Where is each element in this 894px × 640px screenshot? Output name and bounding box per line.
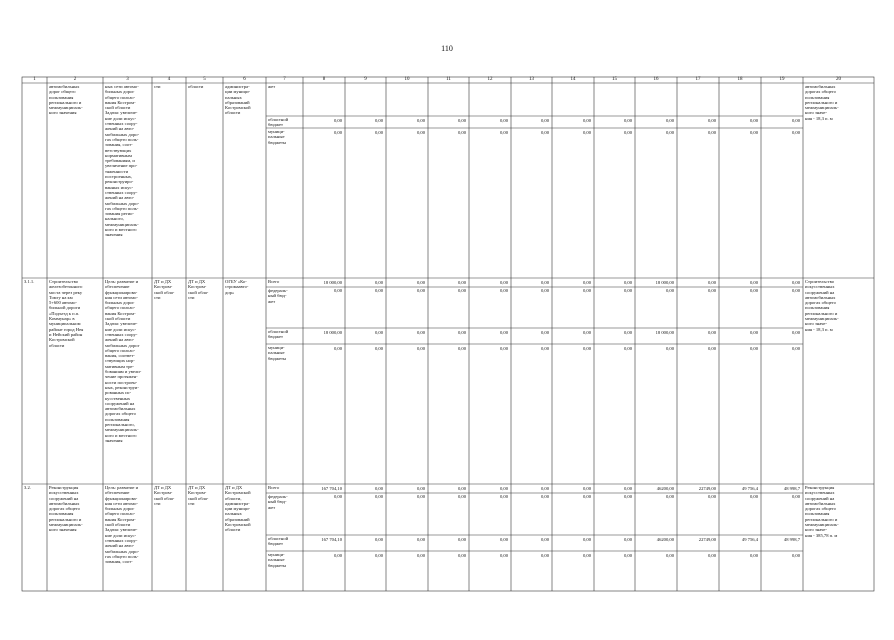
value-cell: 0,00 <box>540 288 549 293</box>
col-number: 18 <box>737 77 743 82</box>
value-cell: 0,00 <box>623 288 632 293</box>
value-cell: 0,00 <box>749 553 758 558</box>
row-b-goal: Цель: развитие и обеспечение функционирова- ния сети автомо- бильных дорог общего пользо- вания Костром- ской области Задача: увеличе- ние доли искус- ственных соору- жений на авто- мобильных дорог общего пользо- вания, соответ- ствующих нор- мативным тре- бованиям и увели- чение протяжен- ности построен- ных, реконструи- рованных ис- кусственных сооружений на автомобильных дорогах общего пользования регионального, межмуниципаль- ного и местного значения <box>105 279 142 443</box>
row-b-executor: ДТ и ДХ Костром- ской обла- сти <box>154 279 175 300</box>
value-cell: 22749,00 <box>698 537 716 542</box>
value-cell: 0,00 <box>333 130 342 135</box>
value-cell: 0,00 <box>333 553 342 558</box>
value-cell: 0,00 <box>499 288 508 293</box>
row-a-goal: ных сети автомо- бильных дорог общего пользо- вания Костром- ской области Задача: увеличе- ние доли искус- ственных соору- жений на авто- мобильных доро- гах общего поль- зования, соот- ветствующих нормативным требованиям, и увеличение про- тяженности построенных, реконструиро- ванных искус- ственных соору- жений на авто- мобильных доро- гах общего поль- зования регио- нального, межмуниципаль- ного и местного значения <box>105 84 140 238</box>
value-cell: 167 704,10 <box>321 486 342 491</box>
value-cell: 0,00 <box>416 346 425 351</box>
value-cell: 167 704,10 <box>321 537 342 542</box>
value-cell: 0,00 <box>540 280 549 285</box>
col-number: 13 <box>529 77 534 82</box>
value-cell: 0,00 <box>582 486 591 491</box>
value-cell: 0,00 <box>499 346 508 351</box>
value-cell: 0,00 <box>540 494 549 499</box>
row-b-source-0: Всего <box>268 279 280 284</box>
value-cell: 0,00 <box>582 346 591 351</box>
value-cell: 0,00 <box>707 118 716 123</box>
col-number: 11 <box>446 77 451 82</box>
value-cell: 0,00 <box>749 118 758 123</box>
col-number: 16 <box>653 77 659 82</box>
value-cell: 0,00 <box>374 118 383 123</box>
row-c-number: 3.2. <box>24 485 31 490</box>
value-cell: 0,00 <box>374 346 383 351</box>
value-cell: 0,00 <box>374 537 383 542</box>
value-cell: 0,00 <box>582 537 591 542</box>
row-a-result: автомобильных дорогах общего пользования регионального и межмуниципаль- ного значе- ния - 18,3 п. м <box>805 84 839 121</box>
value-cell: 0,00 <box>665 288 674 293</box>
page-number: 110 <box>441 44 453 53</box>
row-b-participants: ОГБУ «Ко- стромаавто- дор» <box>225 279 249 295</box>
value-cell: 0,00 <box>540 130 549 135</box>
value-cell: 0,00 <box>791 130 800 135</box>
value-cell: 0,00 <box>707 346 716 351</box>
col-number: 7 <box>283 77 286 82</box>
value-cell: 0,00 <box>582 280 591 285</box>
value-cell: 0,00 <box>374 280 383 285</box>
value-cell: 0,00 <box>499 118 508 123</box>
value-cell: 22749,00 <box>698 486 716 491</box>
value-cell: 0,00 <box>623 537 632 542</box>
row-c-result: Реконструкция искусственных сооружений на автомобильных дорогах общего пользования регионального и межмуниципаль- ного значе- ния - 385,78 п. м <box>805 485 839 538</box>
col-number: 12 <box>487 77 493 82</box>
value-cell: 0,00 <box>791 280 800 285</box>
value-cell: 0,00 <box>540 346 549 351</box>
col-number: 9 <box>364 77 367 82</box>
value-cell: 0,00 <box>582 288 591 293</box>
row-a-coexecutor: области <box>188 84 204 89</box>
value-cell: 49 756,4 <box>741 486 758 491</box>
value-cell: 0,00 <box>333 118 342 123</box>
value-cell: 0,00 <box>582 330 591 335</box>
value-cell: 0,00 <box>623 553 632 558</box>
value-cell: 0,00 <box>499 537 508 542</box>
value-cell: 0,00 <box>791 330 800 335</box>
value-cell: 0,00 <box>582 118 591 123</box>
row-b-name: Строительство железобетонного моста через реку Томгу на км 5+600 автомо- бильной дороги «Подъезд к п.п. Коммунар» в муниципальном районе город Нея и Нейский район Костромской области <box>49 279 84 348</box>
value-cell: 0,00 <box>499 130 508 135</box>
row-b-number: 3.1.1. <box>24 279 35 284</box>
value-cell: 46200,00 <box>656 486 674 491</box>
value-cell: 0,00 <box>707 130 716 135</box>
value-cell: 0,00 <box>791 118 800 123</box>
value-cell: 0,00 <box>333 288 342 293</box>
col-number: 20 <box>836 77 841 82</box>
value-cell: 0,00 <box>374 130 383 135</box>
value-cell: 0,00 <box>623 130 632 135</box>
value-cell: 0,00 <box>333 494 342 499</box>
value-cell: 0,00 <box>623 118 632 123</box>
value-cell: 0,00 <box>749 330 758 335</box>
row-b-source-0b: федераль- ный бюд- жет <box>268 288 288 304</box>
value-cell: 0,00 <box>707 288 716 293</box>
value-cell: 0,00 <box>749 130 758 135</box>
value-cell: 0,00 <box>707 330 716 335</box>
value-cell: 0,00 <box>457 130 466 135</box>
row-b-source-1: областной бюджет <box>268 329 289 340</box>
value-cell: 0,00 <box>582 494 591 499</box>
value-cell: 0,00 <box>499 494 508 499</box>
value-cell: 0,00 <box>540 486 549 491</box>
row-c-source-1: областной бюджет <box>268 536 289 547</box>
col-number: 14 <box>570 77 576 82</box>
row-c-source-0b: федераль- ный бюд- жет <box>268 494 288 510</box>
value-cell: 0,00 <box>665 494 674 499</box>
value-cell: 0,00 <box>540 118 549 123</box>
value-cell: 0,00 <box>582 130 591 135</box>
col-number: 10 <box>404 77 410 82</box>
value-cell: 0,00 <box>623 330 632 335</box>
col-number: 5 <box>203 77 206 82</box>
value-cell: 0,00 <box>707 280 716 285</box>
value-cell: 0,00 <box>416 486 425 491</box>
value-cell: 0,00 <box>623 346 632 351</box>
value-cell: 0,00 <box>749 280 758 285</box>
row-c-executor: ДТ и ДХ Костром- ской обла- сти <box>154 485 175 506</box>
value-cell: 46200,00 <box>656 537 674 542</box>
value-cell: 0,00 <box>457 288 466 293</box>
value-cell: 0,00 <box>416 330 425 335</box>
col-number: 2 <box>73 77 77 82</box>
row-c-goal: Цель: развитие и обеспечение функционирова- ния сети автомо- бильных дорог общего пользо- вания Костром- ской области Задача: увеличе- ние доли искус- ственных соору- жений на авто- мобильных доро- гах общего поль- зования, соот- <box>105 485 140 565</box>
value-cell: 0,00 <box>623 280 632 285</box>
value-cell: 0,00 <box>457 486 466 491</box>
value-cell: 0,00 <box>374 553 383 558</box>
value-cell: 0,00 <box>540 330 549 335</box>
value-cell: 0,00 <box>665 130 674 135</box>
value-cell: 0,00 <box>749 288 758 293</box>
value-cell: 0,00 <box>416 494 425 499</box>
value-cell: 0,00 <box>791 288 800 293</box>
value-cell: 0,00 <box>791 553 800 558</box>
value-cell: 0,00 <box>665 346 674 351</box>
row-a-source-1: областной бюджет <box>268 117 289 128</box>
value-cell: 0,00 <box>499 280 508 285</box>
value-cell: 0,00 <box>457 537 466 542</box>
row-b-source-2: муници- пальные бюджеты <box>268 345 287 361</box>
value-cell: 18 000,00 <box>323 330 342 335</box>
value-cell: 48 998,7 <box>783 486 800 491</box>
value-cell: 0,00 <box>499 330 508 335</box>
value-cell: 0,00 <box>499 486 508 491</box>
value-cell: 0,00 <box>791 346 800 351</box>
value-cell: 0,00 <box>707 494 716 499</box>
row-c-name: Реконструкция искусственных сооружений на автомобильных дорогах общего пользования регионального и межмуниципаль- ного значения <box>49 485 83 533</box>
value-cell: 0,00 <box>749 494 758 499</box>
value-cell: 0,00 <box>665 553 674 558</box>
value-cell: 0,00 <box>749 346 758 351</box>
value-cell: 0,00 <box>623 486 632 491</box>
row-c-source-2: муници- пальные бюджеты <box>268 552 287 568</box>
col-number: 19 <box>779 77 785 82</box>
value-cell: 18 000,00 <box>655 280 674 285</box>
value-cell: 0,00 <box>540 537 549 542</box>
value-cell: 0,00 <box>540 553 549 558</box>
row-a-source-0: жет <box>268 84 276 89</box>
value-cell: 0,00 <box>665 118 674 123</box>
col-number: 1 <box>33 77 36 82</box>
value-cell: 48 998,7 <box>783 537 800 542</box>
value-cell: 0,00 <box>374 494 383 499</box>
value-cell: 0,00 <box>623 494 632 499</box>
value-cell: 0,00 <box>416 537 425 542</box>
value-cell: 0,00 <box>416 130 425 135</box>
row-a-executor: сти <box>154 84 161 89</box>
row-b-coexecutor: ДТ и ДХ Костром- ской обла- сти <box>188 279 209 300</box>
value-cell: 0,00 <box>457 280 466 285</box>
value-cell: 0,00 <box>457 346 466 351</box>
value-cell: 0,00 <box>416 118 425 123</box>
col-number: 17 <box>695 77 701 82</box>
value-cell: 0,00 <box>333 346 342 351</box>
row-a-source-2: муници- пальные бюджеты <box>268 129 287 145</box>
row-b-result: Строительство искусственных сооружений на автомобильных дорогах общего пользования регионального и межмуниципаль- ного значе- ния - 18,3 п. м <box>805 279 839 332</box>
value-cell: 0,00 <box>457 553 466 558</box>
row-c-participants: ДТ и ДХ Костромской области, администра- ции муници- пальных образований Костромской области <box>225 485 251 533</box>
value-cell: 18 000,00 <box>655 330 674 335</box>
value-cell: 0,00 <box>374 288 383 293</box>
value-cell: 0,00 <box>416 288 425 293</box>
row-a-participants: администра- ции муници- пальных образований Костромской области <box>225 84 251 116</box>
col-number: 8 <box>322 77 326 82</box>
value-cell: 0,00 <box>457 494 466 499</box>
value-cell: 0,00 <box>374 330 383 335</box>
value-cell: 18 000,00 <box>323 280 342 285</box>
value-cell: 0,00 <box>416 280 425 285</box>
col-number: 15 <box>612 77 617 82</box>
value-cell: 0,00 <box>791 494 800 499</box>
col-number: 6 <box>243 77 246 82</box>
value-cell: 0,00 <box>457 118 466 123</box>
value-cell: 0,00 <box>374 486 383 491</box>
col-number: 3 <box>126 77 129 82</box>
row-c-coexecutor: ДТ и ДХ Костром- ской обла- сти <box>188 485 209 506</box>
value-cell: 0,00 <box>457 330 466 335</box>
row-c-source-0: Всего <box>268 485 280 490</box>
value-cell: 0,00 <box>499 553 508 558</box>
col-number: 4 <box>167 77 171 82</box>
value-cell: 0,00 <box>416 553 425 558</box>
row-a-name: автомобильных дорог общего пользования регионального и межмуниципаль- ного значения <box>49 84 83 116</box>
value-cell: 49 756,4 <box>741 537 758 542</box>
value-cell: 0,00 <box>582 553 591 558</box>
value-cell: 0,00 <box>707 553 716 558</box>
